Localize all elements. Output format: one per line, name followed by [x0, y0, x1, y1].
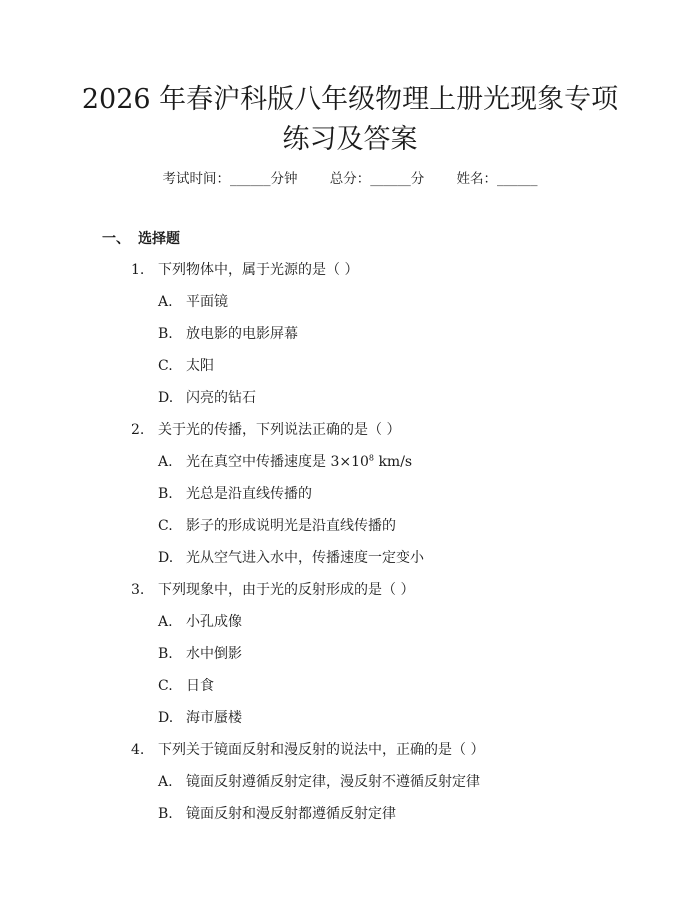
total-score: 总分：______分: [329, 171, 425, 187]
option-1b: B. 放电影的电影屏幕: [158, 326, 298, 342]
student-name: 姓名：______: [456, 171, 538, 187]
option-4a: A. 镜面反射遵循反射定律，漫反射不遵循反射定律: [158, 774, 480, 790]
option-2a: A. 光在真空中传播速度是 $3\times 10^8$ km/s: [158, 453, 413, 470]
section-title: 选择题: [138, 231, 180, 247]
option-1a: A. 平面镜: [158, 294, 228, 310]
option-4b: B. 镜面反射和漫反射都遵循反射定律: [158, 806, 396, 822]
option-3d: D. 海市蜃楼: [158, 710, 242, 726]
option-2b: B. 光总是沿直线传播的: [158, 486, 312, 502]
option-2d: D. 光从空气进入水中，传播速度一定变小: [158, 550, 424, 566]
page-title: [0, 80, 700, 160]
option-1c: C. 太阳: [158, 358, 214, 374]
question-4: 4. 下列关于镜面反射和漫反射的说法中，正确的是（ ）: [131, 742, 485, 758]
question-2: 2. 关于光的传播，下列说法正确的是（ ）: [131, 422, 401, 438]
option-3b: B. 水中倒影: [158, 646, 242, 662]
title-line-1: 2026 年春沪科版八年级物理上册光现象专项: [81, 84, 619, 115]
section-heading: [102, 229, 180, 249]
section-number: 一、: [102, 231, 130, 247]
title-line-2: 练习及答案: [282, 124, 418, 155]
question-1: 1. 下列物体中，属于光源的是（ ）: [131, 262, 359, 278]
option-1d: D. 闪亮的钻石: [158, 390, 256, 406]
option-2c: C. 影子的形成说明光是沿直线传播的: [158, 518, 396, 534]
exam-time: 考试时间：______分钟: [162, 171, 298, 187]
option-3c: C. 日食: [158, 678, 214, 694]
question-3: 3. 下列现象中，由于光的反射形成的是（ ）: [131, 582, 415, 598]
option-3a: A. 小孔成像: [158, 614, 242, 630]
exam-meta: [0, 169, 700, 189]
